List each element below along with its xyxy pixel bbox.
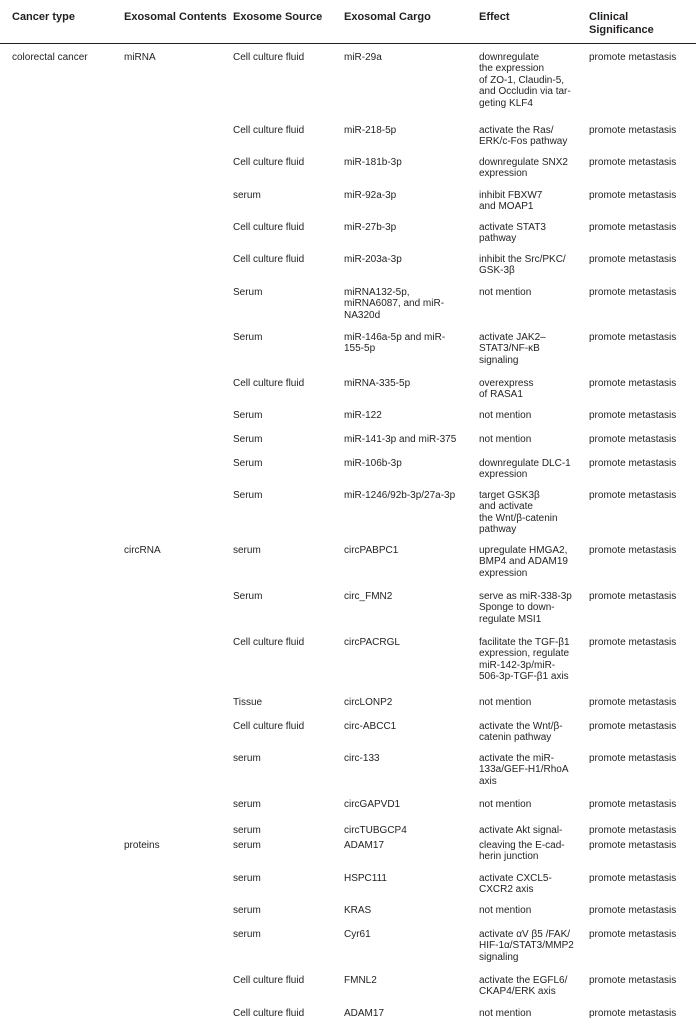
- effect-cell: target GSK3β and activate the Wnt/β-catenin pathway: [479, 490, 558, 536]
- effect-cell: facilitate the TGF-β1 expression, regulate miR-142-3p/miR- 506-3p-TGF-β1 axis: [479, 637, 570, 683]
- clinical-significance-cell: promote metastasis: [589, 287, 677, 298]
- clinical-significance-cell: promote metastasis: [589, 591, 677, 602]
- effect-cell: activate the Wnt/β- catenin pathway: [479, 721, 563, 744]
- effect-cell: activate the EGFL6/ CKAP4/ERK axis: [479, 975, 568, 998]
- exosomal-cargo-cell: FMNL2: [344, 975, 377, 986]
- exosomal-cargo-cell: miRNA132-5p, miRNA6087, and miR- NA320d: [344, 287, 445, 321]
- clinical-significance-cell: promote metastasis: [589, 190, 677, 201]
- exosome-source-cell: serum: [233, 545, 261, 556]
- effect-cell: activate Akt signal-: [479, 825, 563, 836]
- exosome-source-cell: serum: [233, 873, 261, 884]
- effect-cell: activate αV β5 /FAK/ HIF-1α/STAT3/MMP2 signaling: [479, 929, 574, 963]
- exosomal-cargo-cell: circ-133: [344, 753, 380, 764]
- exosomal-cargo-cell: circTUBGCP4: [344, 825, 407, 836]
- exosomal-cargo-cell: miR-146a-5p and miR- 155-5p: [344, 332, 446, 355]
- effect-cell: activate CXCL5- CXCR2 axis: [479, 873, 552, 896]
- exosomal-cargo-cell: HSPC111: [344, 873, 387, 884]
- exosome-source-cell: Cell culture fluid: [233, 721, 305, 732]
- clinical-significance-cell: promote metastasis: [589, 254, 677, 265]
- effect-cell: downregulate the expression of ZO-1, Claudin-5, and Occludin via tar- geting KLF4: [479, 52, 571, 109]
- header-clinical-significance: Clinical Significance: [589, 11, 654, 36]
- exosomal-cargo-cell: circPACRGL: [344, 637, 400, 648]
- exosomal-contents-cell: proteins: [124, 840, 160, 851]
- clinical-significance-cell: promote metastasis: [589, 873, 677, 884]
- exosome-source-cell: serum: [233, 799, 261, 810]
- effect-cell: inhibit FBXW7 and MOAP1: [479, 190, 543, 213]
- clinical-significance-cell: promote metastasis: [589, 332, 677, 343]
- exosome-source-cell: Serum: [233, 434, 263, 445]
- exosome-source-cell: Cell culture fluid: [233, 254, 305, 265]
- exosome-source-cell: Cell culture fluid: [233, 157, 305, 168]
- clinical-significance-cell: promote metastasis: [589, 1008, 677, 1019]
- effect-cell: cleaving the E-cad- herin junction: [479, 840, 565, 863]
- header-exosome-source: Exosome Source: [233, 11, 323, 23]
- exosomal-cargo-cell: Cyr61: [344, 929, 371, 940]
- clinical-significance-cell: promote metastasis: [589, 157, 677, 168]
- exosome-source-cell: serum: [233, 753, 261, 764]
- clinical-significance-cell: promote metastasis: [589, 222, 677, 233]
- exosomal-cargo-cell: circLONP2: [344, 697, 393, 708]
- cancer-type-cell: colorectal cancer: [12, 52, 88, 63]
- exosomal-cargo-cell: miR-181b-3p: [344, 157, 402, 168]
- exosomal-cargo-cell: miR-218-5p: [344, 125, 397, 136]
- exosomal-cargo-cell: miR-29a: [344, 52, 382, 63]
- exosome-source-cell: Cell culture fluid: [233, 975, 305, 986]
- header-exosomal-cargo: Exosomal Cargo: [344, 11, 431, 23]
- exosomal-cargo-cell: KRAS: [344, 905, 372, 916]
- clinical-significance-cell: promote metastasis: [589, 125, 677, 136]
- effect-cell: serve as miR-338-3p Sponge to down- regulate MSI1: [479, 591, 572, 625]
- exosomal-cargo-cell: ADAM17: [344, 840, 385, 851]
- exosome-source-cell: Serum: [233, 332, 263, 343]
- clinical-significance-cell: promote metastasis: [589, 840, 677, 851]
- exosome-source-cell: Serum: [233, 490, 263, 501]
- effect-cell: downregulate DLC-1 expression: [479, 458, 571, 481]
- effect-cell: activate JAK2– STAT3/NF-κB signaling: [479, 332, 546, 366]
- exosomal-cargo-cell: miR-1246/92b-3p/27a-3p: [344, 490, 456, 501]
- exosome-source-cell: Serum: [233, 458, 263, 469]
- clinical-significance-cell: promote metastasis: [589, 378, 677, 389]
- clinical-significance-cell: promote metastasis: [589, 799, 677, 810]
- effect-cell: inhibit the Src/PKC/ GSK-3β: [479, 254, 566, 277]
- clinical-significance-cell: promote metastasis: [589, 52, 677, 63]
- clinical-significance-cell: promote metastasis: [589, 905, 677, 916]
- clinical-significance-cell: promote metastasis: [589, 697, 677, 708]
- effect-cell: not mention: [479, 799, 532, 810]
- exosomal-cargo-cell: miR-92a-3p: [344, 190, 397, 201]
- clinical-significance-cell: promote metastasis: [589, 975, 677, 986]
- clinical-significance-cell: promote metastasis: [589, 434, 677, 445]
- effect-cell: not mention: [479, 905, 532, 916]
- exosome-source-cell: serum: [233, 905, 261, 916]
- exosomal-cargo-cell: ADAM17: [344, 1008, 385, 1019]
- clinical-significance-cell: promote metastasis: [589, 458, 677, 469]
- effect-cell: not mention: [479, 287, 532, 298]
- exosome-source-cell: Cell culture fluid: [233, 1008, 305, 1019]
- effect-cell: activate the miR- 133a/GEF-H1/RhoA axis: [479, 753, 569, 787]
- effect-cell: not mention: [479, 434, 532, 445]
- header-effect: Effect: [479, 11, 510, 23]
- exosomal-cargo-cell: circPABPC1: [344, 545, 399, 556]
- exosome-source-cell: Serum: [233, 287, 263, 298]
- exosome-source-cell: serum: [233, 825, 261, 836]
- clinical-significance-cell: promote metastasis: [589, 490, 677, 501]
- exosome-source-cell: Cell culture fluid: [233, 378, 305, 389]
- clinical-significance-cell: promote metastasis: [589, 753, 677, 764]
- exosomal-contents-cell: circRNA: [124, 545, 161, 556]
- exosomal-cargo-cell: miR-141-3p and miR-375: [344, 434, 457, 445]
- effect-cell: not mention: [479, 697, 532, 708]
- header-exosomal-contents: Exosomal Contents: [124, 11, 227, 23]
- exosome-source-cell: Cell culture fluid: [233, 637, 305, 648]
- effect-cell: downregulate SNX2 expression: [479, 157, 568, 180]
- effect-cell: upregulate HMGA2, BMP4 and ADAM19 expression: [479, 545, 568, 579]
- exosomal-contents-cell: miRNA: [124, 52, 156, 63]
- effect-cell: not mention: [479, 410, 532, 421]
- exosomal-cargo-cell: miR-122: [344, 410, 382, 421]
- exosome-source-cell: Cell culture fluid: [233, 52, 305, 63]
- exosomal-cargo-cell: miR-203a-3p: [344, 254, 402, 265]
- clinical-significance-cell: promote metastasis: [589, 545, 677, 556]
- exosomal-cargo-cell: circ_FMN2: [344, 591, 393, 602]
- exosome-source-cell: Tissue: [233, 697, 263, 708]
- exosomal-cargo-cell: circ-ABCC1: [344, 721, 397, 732]
- exosome-source-cell: serum: [233, 840, 261, 851]
- exosomal-cargo-cell: miRNA-335-5p: [344, 378, 411, 389]
- effect-cell: overexpress of RASA1: [479, 378, 534, 401]
- clinical-significance-cell: promote metastasis: [589, 825, 677, 836]
- exosomal-cargo-cell: miR-106b-3p: [344, 458, 402, 469]
- clinical-significance-cell: promote metastasis: [589, 721, 677, 732]
- effect-cell: not mention: [479, 1008, 532, 1019]
- clinical-significance-cell: promote metastasis: [589, 637, 677, 648]
- exosome-source-cell: Serum: [233, 591, 263, 602]
- exosomal-cargo-cell: circGAPVD1: [344, 799, 401, 810]
- exosomal-cargo-cell: miR-27b-3p: [344, 222, 397, 233]
- exosome-source-cell: Serum: [233, 410, 263, 421]
- exosome-source-cell: Cell culture fluid: [233, 222, 305, 233]
- clinical-significance-cell: promote metastasis: [589, 929, 677, 940]
- effect-cell: activate the Ras/ ERK/c-Fos pathway: [479, 125, 568, 148]
- exosome-source-cell: serum: [233, 929, 261, 940]
- clinical-significance-cell: promote metastasis: [589, 410, 677, 421]
- header-divider: [0, 43, 696, 44]
- exosome-source-cell: Cell culture fluid: [233, 125, 305, 136]
- effect-cell: activate STAT3 pathway: [479, 222, 546, 245]
- header-cancer-type: Cancer type: [12, 11, 75, 23]
- exosome-source-cell: serum: [233, 190, 261, 201]
